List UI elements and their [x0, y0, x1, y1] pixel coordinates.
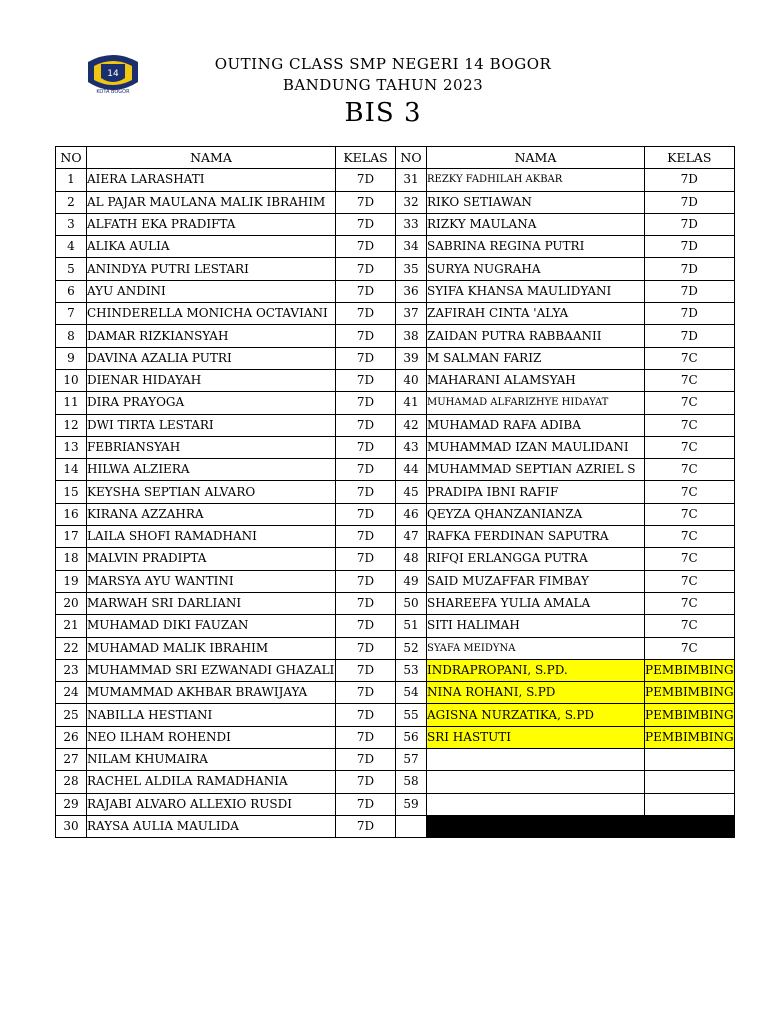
table-row [56, 481, 735, 503]
left-kelas-cell: 7D [336, 503, 396, 525]
table-row [56, 369, 735, 391]
right-nama-cell: RAFKA FERDINAN SAPUTRA [427, 526, 645, 548]
left-nama-cell: NABILLA HESTIANI [87, 704, 336, 726]
right-nama-cell: MAHARANI ALAMSYAH [427, 369, 645, 391]
right-kelas-cell [645, 771, 735, 793]
right-no-cell: 43 [396, 436, 427, 458]
table-row [56, 592, 735, 614]
left-nama-cell: DIENAR HIDAYAH [87, 369, 336, 391]
left-no-cell: 23 [56, 659, 87, 681]
table-row [56, 771, 735, 793]
left-nama-cell: FEBRIANSYAH [87, 436, 336, 458]
left-no-cell: 7 [56, 303, 87, 325]
left-kelas-cell: 7D [336, 459, 396, 481]
right-kelas-cell: 7C [645, 615, 735, 637]
left-kelas-cell: 7D [336, 815, 396, 837]
left-nama-cell: NEO ILHAM ROHENDI [87, 726, 336, 748]
left-nama-cell: MUHAMAD DIKI FAUZAN [87, 615, 336, 637]
right-kelas-cell: 7C [645, 369, 735, 391]
logo-caption: KOTA BOGOR [96, 89, 130, 95]
left-no-cell: 16 [56, 503, 87, 525]
left-kelas-cell: 7D [336, 436, 396, 458]
table-row [56, 704, 735, 726]
left-nama-cell: MUMAMMAD AKHBAR BRAWIJAYA [87, 682, 336, 704]
left-kelas-cell: 7D [336, 749, 396, 771]
pembimbing-badge: PEMBIMBING [645, 726, 735, 748]
right-no-cell: 49 [396, 570, 427, 592]
right-kelas-cell [645, 749, 735, 771]
left-no-cell: 30 [56, 815, 87, 837]
left-nama-cell: CHINDERELLA MONICHA OCTAVIANI [87, 303, 336, 325]
right-kelas-cell: 7C [645, 392, 735, 414]
left-kelas-cell: 7D [336, 369, 396, 391]
right-no-cell: 47 [396, 526, 427, 548]
right-kelas-cell: 7C [645, 414, 735, 436]
table-row [56, 749, 735, 771]
right-nama-cell: MUHAMAD ALFARIZHYE HIDAYAT [427, 392, 645, 414]
right-nama-cell: SYAFA MEIDYNA [427, 637, 645, 659]
right-kelas-cell: 7D [645, 303, 735, 325]
right-nama-cell [427, 793, 645, 815]
right-kelas-cell: 7C [645, 347, 735, 369]
left-kelas-cell: 7D [336, 726, 396, 748]
left-kelas-cell: 7D [336, 325, 396, 347]
left-no-cell: 28 [56, 771, 87, 793]
left-kelas-cell: 7D [336, 169, 396, 191]
left-kelas-cell: 7D [336, 414, 396, 436]
left-no-cell: 6 [56, 280, 87, 302]
left-no-cell: 8 [56, 325, 87, 347]
right-no-cell: 53 [396, 659, 427, 681]
left-no-cell: 13 [56, 436, 87, 458]
right-nama-cell: SYIFA KHANSA MAULIDYANI [427, 280, 645, 302]
table-row [56, 280, 735, 302]
left-kelas-cell: 7D [336, 392, 396, 414]
table-row [56, 169, 735, 191]
table-row [56, 303, 735, 325]
right-no-cell: 48 [396, 548, 427, 570]
right-no-cell: 52 [396, 637, 427, 659]
header-no-right: NO [396, 147, 427, 169]
left-nama-cell: DIRA PRAYOGA [87, 392, 336, 414]
left-nama-cell: ALIKA AULIA [87, 236, 336, 258]
table-row [56, 637, 735, 659]
left-no-cell: 11 [56, 392, 87, 414]
right-kelas-cell: 7D [645, 258, 735, 280]
left-nama-cell: LAILA SHOFI RAMADHANI [87, 526, 336, 548]
right-kelas-cell: 7D [645, 280, 735, 302]
right-nama-cell: PRADIPA IBNI RAFIF [427, 481, 645, 503]
right-nama-cell: ZAFIRAH CINTA 'ALYA [427, 303, 645, 325]
right-nama-cell: RIFQI ERLANGGA PUTRA [427, 548, 645, 570]
left-no-cell: 19 [56, 570, 87, 592]
left-nama-cell: MARSYA AYU WANTINI [87, 570, 336, 592]
table-row [56, 392, 735, 414]
right-no-cell: 32 [396, 191, 427, 213]
right-no-cell: 40 [396, 369, 427, 391]
right-nama-cell: SABRINA REGINA PUTRI [427, 236, 645, 258]
pembimbing-badge: PEMBIMBING [645, 704, 735, 726]
left-no-cell: 27 [56, 749, 87, 771]
table-header-row [56, 147, 735, 169]
left-nama-cell: KIRANA AZZAHRA [87, 503, 336, 525]
right-no-cell: 39 [396, 347, 427, 369]
table-row [56, 325, 735, 347]
left-kelas-cell: 7D [336, 771, 396, 793]
header-nama-right: NAMA [427, 147, 645, 169]
left-nama-cell: RAJABI ALVARO ALLEXIO RUSDI [87, 793, 336, 815]
left-kelas-cell: 7D [336, 258, 396, 280]
table-row [56, 436, 735, 458]
table-row [56, 726, 735, 748]
right-kelas-cell: 7C [645, 526, 735, 548]
left-kelas-cell: 7D [336, 213, 396, 235]
left-no-cell: 14 [56, 459, 87, 481]
left-nama-cell: MARWAH SRI DARLIANI [87, 592, 336, 614]
left-no-cell: 1 [56, 169, 87, 191]
right-nama-cell: INDRAPROPANI, S.PD. [427, 659, 645, 681]
right-kelas-cell: 7C [645, 459, 735, 481]
table-row [56, 615, 735, 637]
right-nama-cell: NINA ROHANI, S.PD [427, 682, 645, 704]
right-nama-cell: SHAREEFA YULIA AMALA [427, 592, 645, 614]
right-no-cell: 36 [396, 280, 427, 302]
left-nama-cell: KEYSHA SEPTIAN ALVARO [87, 481, 336, 503]
table-row [56, 258, 735, 280]
right-no-cell: 34 [396, 236, 427, 258]
left-kelas-cell: 7D [336, 704, 396, 726]
table-row [56, 191, 735, 213]
left-kelas-cell: 7D [336, 659, 396, 681]
left-nama-cell: ANINDYA PUTRI LESTARI [87, 258, 336, 280]
left-kelas-cell: 7D [336, 615, 396, 637]
right-no-cell: 57 [396, 749, 427, 771]
left-no-cell: 29 [56, 793, 87, 815]
table-row [56, 414, 735, 436]
left-nama-cell: DWI TIRTA LESTARI [87, 414, 336, 436]
table-row [56, 347, 735, 369]
right-nama-cell: MUHAMMAD IZAN MAULIDANI [427, 436, 645, 458]
right-no-cell: 45 [396, 481, 427, 503]
left-no-cell: 10 [56, 369, 87, 391]
right-nama-cell: REZKY FADHILAH AKBAR [427, 169, 645, 191]
left-kelas-cell: 7D [336, 637, 396, 659]
right-kelas-cell: 7C [645, 436, 735, 458]
right-kelas-cell: 7D [645, 325, 735, 347]
left-no-cell: 15 [56, 481, 87, 503]
left-kelas-cell: 7D [336, 570, 396, 592]
right-kelas-cell: 7D [645, 169, 735, 191]
left-no-cell: 17 [56, 526, 87, 548]
right-nama-cell: RIKO SETIAWAN [427, 191, 645, 213]
right-kelas-cell: 7D [645, 191, 735, 213]
table-row [56, 682, 735, 704]
right-no-cell: 31 [396, 169, 427, 191]
bus-title: BIS 3 [344, 98, 422, 128]
school-logo-icon [84, 52, 142, 96]
left-nama-cell: RAYSA AULIA MAULIDA [87, 815, 336, 837]
right-kelas-cell: 7C [645, 503, 735, 525]
right-no-cell: 41 [396, 392, 427, 414]
right-nama-cell: SURYA NUGRAHA [427, 258, 645, 280]
left-nama-cell: MALVIN PRADIPTA [87, 548, 336, 570]
left-no-cell: 18 [56, 548, 87, 570]
left-no-cell: 12 [56, 414, 87, 436]
title-line-1: OUTING CLASS SMP NEGERI 14 BOGOR [214, 55, 552, 73]
table-row [56, 815, 735, 837]
passenger-table [55, 146, 735, 838]
table-row [56, 459, 735, 481]
table-row [56, 793, 735, 815]
left-nama-cell: MUHAMMAD SRI EZWANADI GHAZALI [87, 659, 336, 681]
table-row [56, 526, 735, 548]
left-kelas-cell: 7D [336, 592, 396, 614]
right-kelas-cell: 7C [645, 637, 735, 659]
right-nama-cell: SRI HASTUTI [427, 726, 645, 748]
left-no-cell: 20 [56, 592, 87, 614]
title-line-2: BANDUNG TAHUN 2023 [282, 76, 484, 94]
left-nama-cell: HILWA ALZIERA [87, 459, 336, 481]
right-no-cell: 35 [396, 258, 427, 280]
left-nama-cell: MUHAMAD MALIK IBRAHIM [87, 637, 336, 659]
left-no-cell: 21 [56, 615, 87, 637]
right-kelas-cell: 7D [645, 236, 735, 258]
right-kelas-cell: 7C [645, 481, 735, 503]
left-kelas-cell: 7D [336, 236, 396, 258]
left-no-cell: 5 [56, 258, 87, 280]
filled-block [427, 815, 735, 837]
right-nama-cell: SAID MUZAFFAR FIMBAY [427, 570, 645, 592]
left-no-cell: 3 [56, 213, 87, 235]
right-nama-cell [427, 749, 645, 771]
table-row [56, 236, 735, 258]
right-no-cell: 44 [396, 459, 427, 481]
table-row [56, 503, 735, 525]
left-no-cell: 26 [56, 726, 87, 748]
logo-number: 14 [107, 69, 119, 79]
left-no-cell: 9 [56, 347, 87, 369]
passenger-table-body [56, 147, 735, 838]
left-kelas-cell: 7D [336, 303, 396, 325]
left-no-cell: 25 [56, 704, 87, 726]
header-kelas-left: KELAS [336, 147, 396, 169]
left-no-cell: 22 [56, 637, 87, 659]
right-kelas-cell: 7D [645, 213, 735, 235]
right-no-cell: 42 [396, 414, 427, 436]
header-no-left: NO [56, 147, 87, 169]
left-kelas-cell: 7D [336, 682, 396, 704]
left-nama-cell: AL PAJAR MAULANA MALIK IBRAHIM [87, 191, 336, 213]
right-nama-cell: SITI HALIMAH [427, 615, 645, 637]
pembimbing-badge: PEMBIMBING [645, 682, 735, 704]
left-no-cell: 2 [56, 191, 87, 213]
right-no-cell: 55 [396, 704, 427, 726]
right-nama-cell: RIZKY MAULANA [427, 213, 645, 235]
left-nama-cell: DAMAR RIZKIANSYAH [87, 325, 336, 347]
left-kelas-cell: 7D [336, 526, 396, 548]
right-kelas-cell [645, 793, 735, 815]
table-row [56, 548, 735, 570]
right-nama-cell: AGISNA NURZATIKA, S.PD [427, 704, 645, 726]
left-nama-cell: DAVINA AZALIA PUTRI [87, 347, 336, 369]
left-kelas-cell: 7D [336, 191, 396, 213]
right-no-cell: 56 [396, 726, 427, 748]
left-kelas-cell: 7D [336, 548, 396, 570]
table-row [56, 213, 735, 235]
right-no-cell [396, 815, 427, 837]
right-no-cell: 37 [396, 303, 427, 325]
left-kelas-cell: 7D [336, 347, 396, 369]
table-row [56, 659, 735, 681]
right-nama-cell: MUHAMAD RAFA ADIBA [427, 414, 645, 436]
left-kelas-cell: 7D [336, 481, 396, 503]
right-no-cell: 54 [396, 682, 427, 704]
right-no-cell: 50 [396, 592, 427, 614]
left-nama-cell: AYU ANDINI [87, 280, 336, 302]
right-no-cell: 51 [396, 615, 427, 637]
right-nama-cell: ZAIDAN PUTRA RABBAANII [427, 325, 645, 347]
table-row [56, 570, 735, 592]
right-no-cell: 33 [396, 213, 427, 235]
right-kelas-cell: 7C [645, 548, 735, 570]
left-no-cell: 24 [56, 682, 87, 704]
left-nama-cell: NILAM KHUMAIRA [87, 749, 336, 771]
left-nama-cell: RACHEL ALDILA RAMADHANIA [87, 771, 336, 793]
header-kelas-right: KELAS [645, 147, 735, 169]
left-nama-cell: ALFATH EKA PRADIFTA [87, 213, 336, 235]
left-no-cell: 4 [56, 236, 87, 258]
right-kelas-cell: 7C [645, 592, 735, 614]
right-no-cell: 58 [396, 771, 427, 793]
left-kelas-cell: 7D [336, 280, 396, 302]
right-no-cell: 46 [396, 503, 427, 525]
right-nama-cell: M SALMAN FARIZ [427, 347, 645, 369]
right-nama-cell [427, 771, 645, 793]
left-kelas-cell: 7D [336, 793, 396, 815]
right-no-cell: 59 [396, 793, 427, 815]
right-nama-cell: MUHAMMAD SEPTIAN AZRIEL S [427, 459, 645, 481]
right-no-cell: 38 [396, 325, 427, 347]
right-kelas-cell: 7C [645, 570, 735, 592]
left-nama-cell: AIERA LARASHATI [87, 169, 336, 191]
right-nama-cell: QEYZA QHANZANIANZA [427, 503, 645, 525]
pembimbing-badge: PEMBIMBING [645, 659, 735, 681]
header-nama-left: NAMA [87, 147, 336, 169]
